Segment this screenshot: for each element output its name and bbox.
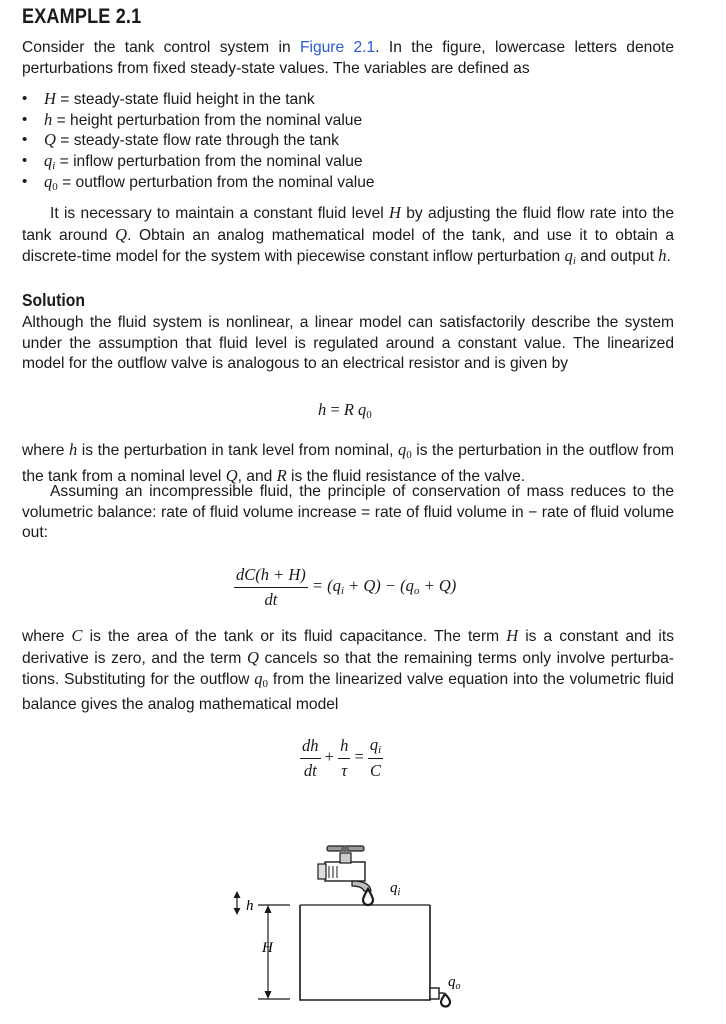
variable-subscript: 0 bbox=[52, 180, 58, 193]
sol-text: is the perturbation in the outflow from the tank from a nominal level bbox=[22, 442, 674, 485]
sol-text: where bbox=[22, 628, 72, 645]
sol-text: is a constant and its derivative is zero, and the term bbox=[22, 628, 674, 667]
intro-paragraph bbox=[22, 38, 674, 79]
solution-paragraph-3: Assuming an incompressible fluid, the principle of conservation of mass reduces to the volumetric balance: rate of fluid volume increase = rate of fluid volume in − rate of fluid volume out: bbox=[22, 483, 674, 542]
sol-text: , and bbox=[237, 467, 277, 485]
inflow-drop-icon bbox=[363, 889, 373, 905]
eq-denominator: dt bbox=[303, 760, 317, 780]
variable-list bbox=[22, 89, 375, 192]
problem-text: by adjusting the fluid flow rate into the tank around bbox=[22, 205, 674, 244]
eq-rhs-part: + Q) bbox=[419, 576, 457, 596]
outflow-drop-icon bbox=[441, 994, 450, 1007]
h-arrow-head-bottom bbox=[234, 908, 241, 915]
eq-subscript: i bbox=[378, 744, 382, 756]
variable-subscript: i bbox=[52, 160, 56, 173]
sol-text: is the perturbation in tank level from nominal, bbox=[77, 442, 398, 459]
variable-item: • h = height perturbation from the nominal value bbox=[22, 110, 375, 131]
eq-subscript: i bbox=[340, 585, 344, 598]
variable-symbol: Q bbox=[44, 130, 56, 150]
variable-definition: steady-state fluid height in the tank bbox=[73, 91, 315, 108]
variable-item: • $q_0$ = outflow perturbation from the nominal value bbox=[22, 172, 375, 193]
symbol-q: q bbox=[564, 246, 573, 266]
eq-fraction bbox=[368, 735, 383, 781]
label-qi: $q_i$ bbox=[390, 880, 401, 898]
eq-symbol: h bbox=[318, 400, 327, 419]
sol-text: cancels so that the remaining terms only involve perturbations. Substituting for the outflow bbox=[22, 649, 674, 689]
sol-text: is the area of the tank or its fluid capacitance. The term bbox=[82, 628, 507, 645]
eq-subscript: 0 bbox=[366, 409, 372, 421]
example-title: EXAMPLE 2.1 bbox=[22, 5, 142, 28]
variable-item: • Q = steady-state flow rate through the tank bbox=[22, 130, 375, 151]
variable-definition: height perturbation from the nominal value bbox=[70, 111, 363, 129]
label-qo: $q_o$ bbox=[448, 974, 461, 992]
eq-numerator bbox=[368, 735, 383, 759]
eq-denominator: dt bbox=[264, 590, 278, 609]
solution-paragraph-1: Although the fluid system is nonlinear, a linear model can satisfactorily describe the system under the assumption that fluid level is regulated around a constant value. The linearized model for the outflow valve is analogous to an electrical resistor and is given by bbox=[22, 314, 674, 373]
eq-operator: + bbox=[324, 746, 334, 766]
H-arrow-head-bottom bbox=[265, 991, 272, 999]
eq-symbol: q bbox=[353, 400, 367, 419]
variable-definition: outflow perturbation from the nominal value bbox=[75, 173, 375, 191]
equation-valve bbox=[318, 400, 372, 421]
symbol-subscript: 0 bbox=[406, 449, 412, 461]
symbol-H: H bbox=[389, 203, 401, 222]
symbol-h: h bbox=[69, 440, 78, 459]
eq-denominator: C bbox=[370, 761, 382, 780]
problem-text: . bbox=[666, 248, 671, 266]
variable-symbol: h bbox=[44, 109, 53, 129]
symbol-Q: Q bbox=[247, 647, 259, 667]
variable-symbol: q bbox=[44, 171, 53, 191]
tank-walls bbox=[300, 905, 430, 1000]
eq-denominator: τ bbox=[341, 760, 348, 780]
eq-numerator: dh bbox=[300, 736, 321, 759]
sol-text: is the fluid resistance of the valve. bbox=[286, 467, 526, 485]
problem-text: and output bbox=[575, 248, 659, 266]
eq-operator: = bbox=[354, 746, 364, 766]
variable-definition: inflow perturbation from the nominal value bbox=[73, 153, 363, 171]
symbol-q: q bbox=[397, 440, 407, 459]
figure-link[interactable]: Figure 2.1 bbox=[299, 39, 376, 56]
solution-paragraph-4 bbox=[22, 626, 674, 716]
problem-paragraph bbox=[22, 203, 674, 272]
variable-definition: steady-state flow rate through the tank bbox=[73, 132, 339, 150]
H-arrow-head-top bbox=[265, 905, 272, 913]
intro-text-b: . In the figure, lowercase letters denote perturbations from fixed steady-state values. The variables are defined as bbox=[22, 39, 674, 77]
eq-symbol: q bbox=[369, 735, 379, 754]
label-h: h bbox=[246, 898, 254, 914]
symbol-H: H bbox=[506, 626, 519, 645]
eq-rhs bbox=[311, 576, 457, 598]
symbol-Q: Q bbox=[115, 224, 128, 244]
eq-subscript: o bbox=[413, 585, 420, 598]
eq-fraction bbox=[338, 736, 350, 781]
problem-text: . Obtain an analog mathematical model of the tank, and use it to obtain a discrete-time model for the system with piecewise constant inflow perturbation bbox=[22, 226, 675, 266]
intro-text-a: Consider the tank control system in bbox=[22, 39, 300, 56]
symbol-C: C bbox=[71, 626, 83, 645]
variable-item: • H = steady-state fluid height in the tank bbox=[22, 89, 375, 110]
eq-rhs-part: = (q bbox=[311, 576, 341, 596]
variable-symbol: H bbox=[44, 89, 56, 108]
symbol-Q: Q bbox=[225, 465, 238, 485]
eq-numerator: dC(h + H) bbox=[234, 565, 308, 588]
eq-operator: = bbox=[326, 400, 344, 419]
h-arrow-head-top bbox=[234, 891, 241, 898]
symbol-q: q bbox=[254, 669, 263, 689]
label-H: H bbox=[262, 940, 273, 956]
eq-symbol: R bbox=[343, 400, 354, 419]
solution-heading: Solution bbox=[22, 290, 85, 310]
variable-symbol: q bbox=[44, 151, 53, 171]
outflow-valve bbox=[430, 988, 439, 999]
symbol-subscript: i bbox=[572, 255, 576, 268]
sol-text: from the linearized valve equation into the volumetric fluid balance gives the analog mathematical model bbox=[22, 671, 674, 714]
equation-analog-model bbox=[300, 735, 383, 781]
sol-text: where bbox=[22, 442, 69, 459]
eq-fraction bbox=[234, 565, 308, 610]
solution-paragraph-2 bbox=[22, 440, 674, 487]
eq-numerator: h bbox=[338, 736, 350, 759]
problem-text: It is necessary to maintain a constant fluid level bbox=[50, 205, 390, 222]
eq-fraction bbox=[300, 736, 321, 781]
faucet-icon bbox=[318, 846, 371, 891]
variable-item: • $q_i$ = inflow perturbation from the nominal value bbox=[22, 151, 375, 172]
eq-rhs-part: + Q) − (q bbox=[344, 576, 414, 596]
equation-mass-balance bbox=[234, 565, 456, 610]
symbol-subscript: 0 bbox=[262, 678, 269, 691]
symbol-h: h bbox=[658, 246, 667, 266]
symbol-R: R bbox=[276, 465, 287, 485]
